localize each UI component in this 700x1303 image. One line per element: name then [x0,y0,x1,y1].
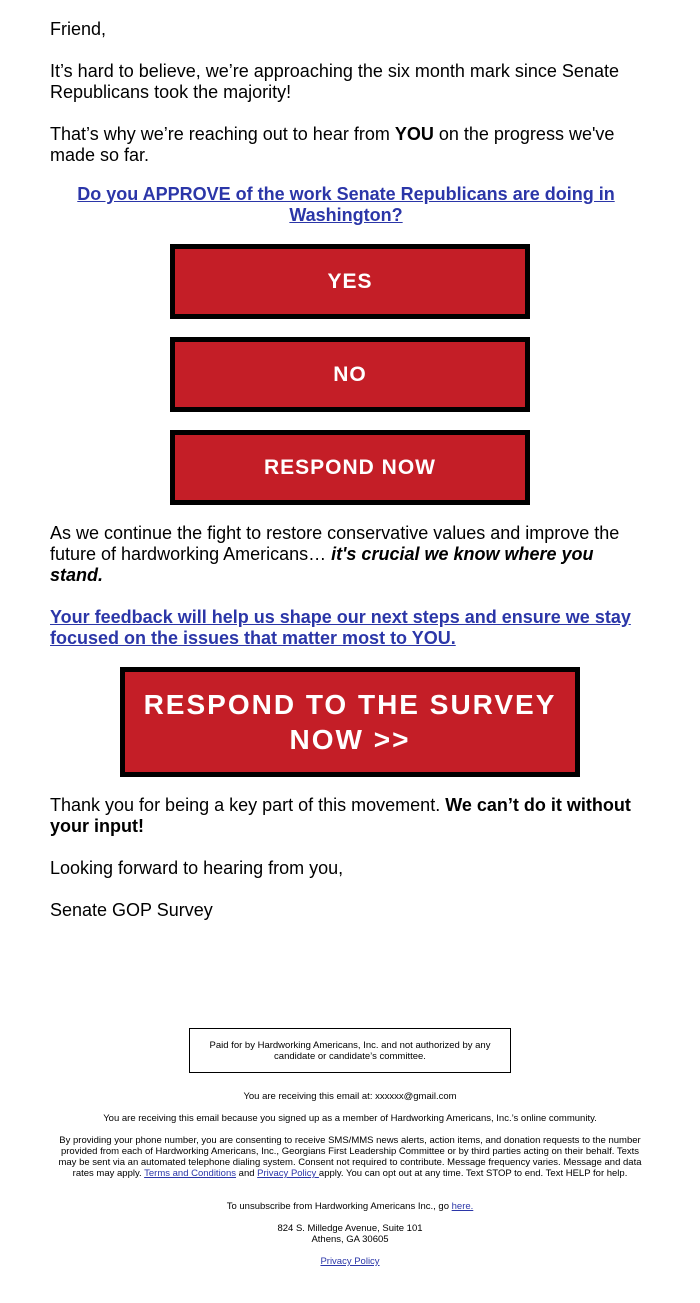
paid-for-disclaimer: Paid for by Hardworking Americans, Inc. and not authorized by any candidate or candidate’s committee. [189,1028,511,1073]
values-paragraph: As we continue the fight to restore conservative values and improve the future of hardworking Americans… it's crucial we know where you stand. [50,523,620,585]
survey-button-line1: RESPOND TO THE SURVEY [143,689,557,720]
receiving-email-notice: You are receiving this email at: xxxxxx@gmail.com [243,1091,457,1102]
privacy-policy-footer [40,1256,660,1267]
you-emphasis: YOU [394,124,434,144]
closing-line: Looking forward to hearing from you, [50,858,344,878]
privacy-policy-link[interactable]: Privacy Policy [320,1256,380,1267]
terms-link[interactable]: Terms and Conditions [144,1168,237,1179]
feedback-link[interactable]: Your feedback will help us shape our next steps and ensure we stay focused on the issues that matter most to YOU. [50,607,631,648]
stand-emphasis: it's crucial we know where you stand. [50,544,594,585]
signed-up-notice: You are receiving this email because you signed up as a member of Hardworking Americans, Inc.’s online community. [103,1113,597,1124]
mailing-address [40,1223,660,1245]
question-paragraph [70,184,622,226]
survey-button[interactable] [120,667,580,777]
address-line-2: Athens, GA 30605 [311,1234,389,1245]
respond-now-button[interactable]: RESPOND NOW [170,430,530,505]
signature: Senate GOP Survey [50,900,213,920]
greeting: Friend, [50,19,107,39]
sms-consent-notice: By providing your phone number, you are consenting to receive SMS/MMS news alerts, action items, and donation requests to the number provided from each of Hardworking Americans, Inc., Georgians First Leadership Committee or by third parties acting on their behalf. Texts may be sent via an automated telephone dialing system. Consent not required to contribute. Message frequency varies. Message and data rates may apply. Terms and Conditions and Privacy Policy apply. You can opt out at any time. Text STOP to end. Text HELP for help. [58,1135,642,1179]
reach-out-paragraph: That’s why we’re reaching out to hear from YOU on the progress we've made so far. [50,124,615,165]
yes-button[interactable]: YES [170,244,530,319]
address-line-1: 824 S. Milledge Avenue, Suite 101 [277,1223,423,1234]
intro-paragraph: It’s hard to believe, we’re approaching the six month mark since Senate Republicans took the majority! [50,61,619,102]
approve-question-link[interactable]: Do you APPROVE of the work Senate Republicans are doing in Washington? [77,184,615,225]
thanks-paragraph: Thank you for being a key part of this movement. We can’t do it without your input! [50,795,631,836]
input-emphasis: We can’t do it without your input! [50,795,631,836]
privacy-policy-inline-link[interactable]: Privacy Policy [257,1168,319,1179]
unsubscribe-notice: To unsubscribe from Hardworking Americans Inc., go here. [226,1201,474,1212]
no-button[interactable]: NO [170,337,530,412]
feedback-paragraph [50,607,642,649]
unsubscribe-link[interactable]: here. [451,1201,474,1212]
survey-button-line2: NOW >> [289,724,411,755]
